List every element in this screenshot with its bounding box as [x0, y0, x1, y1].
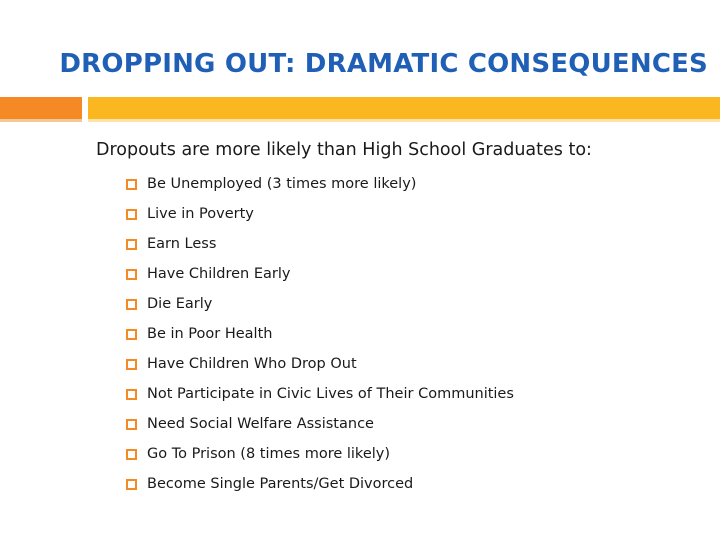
square-bullet-icon [126, 359, 137, 370]
list-item [126, 384, 514, 414]
list-item [126, 174, 514, 204]
bullet-text: Earn Less [147, 236, 217, 252]
square-bullet-icon [126, 389, 137, 400]
bullet-text: Go To Prison (8 times more likely) [147, 446, 391, 462]
accent-bar-yellow-underline [88, 119, 720, 122]
list-item [126, 354, 514, 384]
accent-bar-orange-underline [0, 119, 82, 122]
square-bullet-icon [126, 239, 137, 250]
square-bullet-icon [126, 449, 137, 460]
list-item [126, 324, 514, 354]
accent-bar-orange [0, 97, 82, 119]
intro-text: Dropouts are more likely than High School Graduates to: [96, 140, 592, 160]
square-bullet-icon [126, 209, 137, 220]
bullet-list [126, 174, 514, 504]
square-bullet-icon [126, 329, 137, 340]
list-item [126, 294, 514, 324]
list-item [126, 204, 514, 234]
bullet-text: Become Single Parents/Get Divorced [147, 476, 414, 492]
bullet-text: Have Children Early [147, 266, 291, 282]
bullet-text: Be Unemployed (3 times more likely) [147, 176, 417, 192]
square-bullet-icon [126, 269, 137, 280]
bullet-text: Live in Poverty [147, 206, 254, 222]
accent-bar-yellow [88, 97, 720, 119]
bullet-text: Not Participate in Civic Lives of Their Communities [147, 386, 514, 402]
square-bullet-icon [126, 419, 137, 430]
bullet-text: Need Social Welfare Assistance [147, 416, 374, 432]
list-item [126, 444, 514, 474]
square-bullet-icon [126, 179, 137, 190]
list-item [126, 414, 514, 444]
square-bullet-icon [126, 299, 137, 310]
bullet-text: Die Early [147, 296, 213, 312]
bullet-text: Have Children Who Drop Out [147, 356, 357, 372]
list-item [126, 234, 514, 264]
bullet-text: Be in Poor Health [147, 326, 273, 342]
list-item [126, 264, 514, 294]
list-item [126, 474, 514, 504]
slide-title: DROPPING OUT: DRAMATIC CONSEQUENCES [59, 49, 708, 79]
square-bullet-icon [126, 479, 137, 490]
